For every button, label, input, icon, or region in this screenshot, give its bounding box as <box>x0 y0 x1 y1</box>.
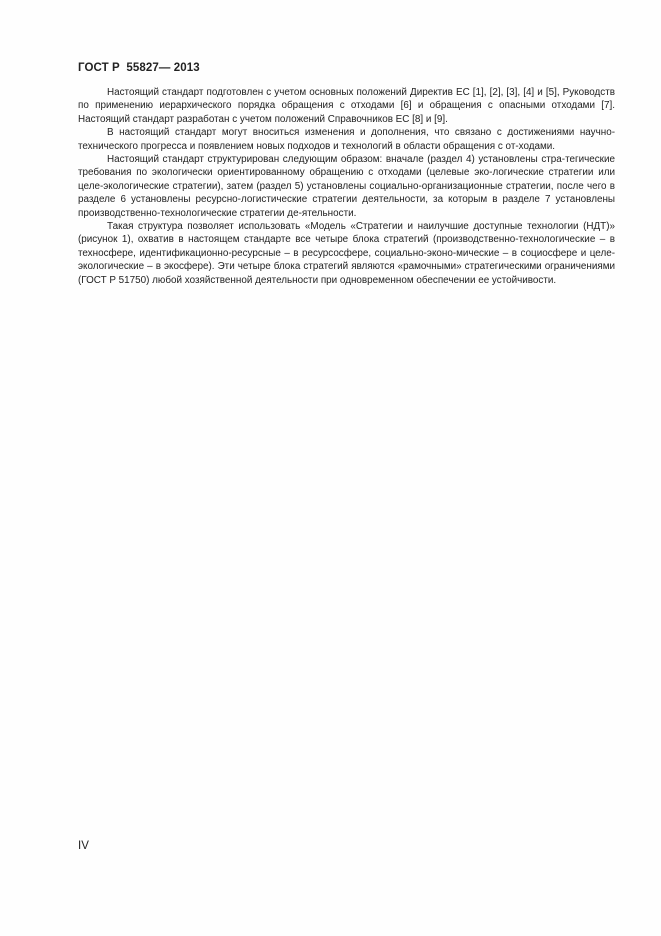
paragraph-ec-directives: Настоящий стандарт подготовлен с учетом основных положений Директив ЕС [1], [2], [3], [4] и [5], Руководств по применению иерархического порядка обращения с отходами [6] и обращения с опасными отходами [7]. Настоящий стандарт разработан с учетом положений Справочников ЕС [8] и [9]. <box>78 87 615 125</box>
page-number: IV <box>78 840 89 852</box>
standard-header: ГОСТ Р 55827— 2013 <box>78 62 200 74</box>
paragraph-model: Такая структура позволяет использовать «Модель «Стратегии и наилучшие доступные технологии (НДТ)» (рисунок 1), охватив в настоящем стандарте все четыре блока стратегий (производственно-технологические – в техносфере, идентификационно-ресурсные – в ресурсосфере, социально-эконо-мические – в социосфере и целе-экологические – в экосфере). Эти четыре блока стратегий являются «рамочными» стратегическими ограничениями (ГОСТ Р 51750) любой хозяйственной деятельности при одновременном обеспечении ее устойчивости. <box>78 221 615 286</box>
paragraph-structure: Настоящий стандарт структурирован следующим образом: вначале (раздел 4) установлены стра-тегические требования по экологически ориентированному обращению с отходами (целевые эко-логические стратегии или целе-экологические стратегии), затем (раздел 5) установлены социально-организационные стратегии, после чего в разделе 6 установлены ресурсно-логистические стратегии деятельности, за которым в разделе 7 установлены производственно-технологические стратегии де-ятельности. <box>78 154 615 219</box>
foreword-body <box>78 86 615 287</box>
paragraph-amendments: В настоящий стандарт могут вноситься изменения и дополнения, что связано с достижениями научно-технического прогресса и появлением новых подходов и технологий в области обращения с от-ходами. <box>78 127 615 152</box>
